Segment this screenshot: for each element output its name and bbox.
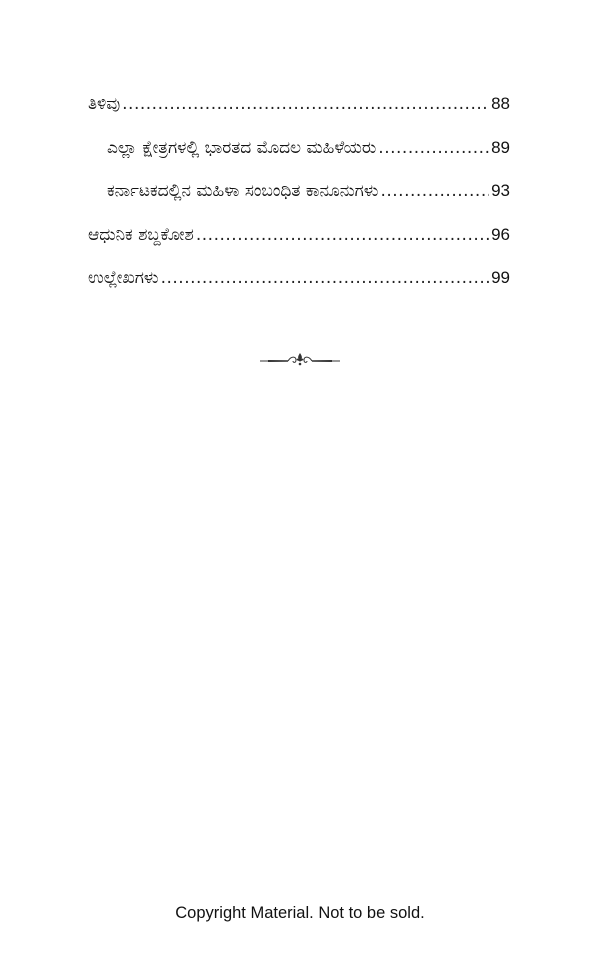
toc-leader-dots (380, 177, 489, 205)
toc-page-number: 88 (491, 94, 510, 113)
toc-leader-dots (378, 134, 489, 162)
toc-entry-title: ಎಲ್ಲಾ ಕ್ಷೇತ್ರಗಳಲ್ಲಿ ಭಾರತದ ಮೊದಲ ಮಹಿಳೆಯರು (107, 137, 377, 158)
toc-entry[interactable] (88, 221, 510, 265)
toc-page-number: 96 (491, 224, 510, 244)
copyright-footer: Copyright Material. Not to be sold. (175, 904, 425, 922)
toc-leader-dots (122, 90, 489, 118)
toc-entry-title: ಆಧುನಿಕ ಶಬ್ದಕೋಶ (88, 224, 194, 245)
toc-page-number: 93 (491, 181, 510, 200)
toc-page-number: 99 (491, 268, 510, 287)
toc-page-number: 89 (491, 137, 510, 157)
toc-entry-title: ಕರ್ನಾಟಕದಲ್ಲಿನ ಮಹಿಳಾ ಸಂಬಂಧಿತ ಕಾನೂನುಗಳು (107, 181, 379, 201)
toc-entry[interactable] (88, 264, 510, 308)
toc-entry[interactable] (88, 134, 510, 178)
toc-leader-dots (196, 221, 489, 249)
table-of-contents (88, 90, 510, 308)
toc-entry[interactable] (88, 90, 510, 134)
toc-entry-title: ತಿಳಿವು (88, 94, 121, 114)
toc-leader-dots (161, 264, 490, 292)
flourish-divider-icon (258, 350, 342, 370)
toc-entry[interactable] (88, 177, 510, 221)
toc-entry-title: ಉಲ್ಲೇಖಗಳು (88, 268, 159, 288)
